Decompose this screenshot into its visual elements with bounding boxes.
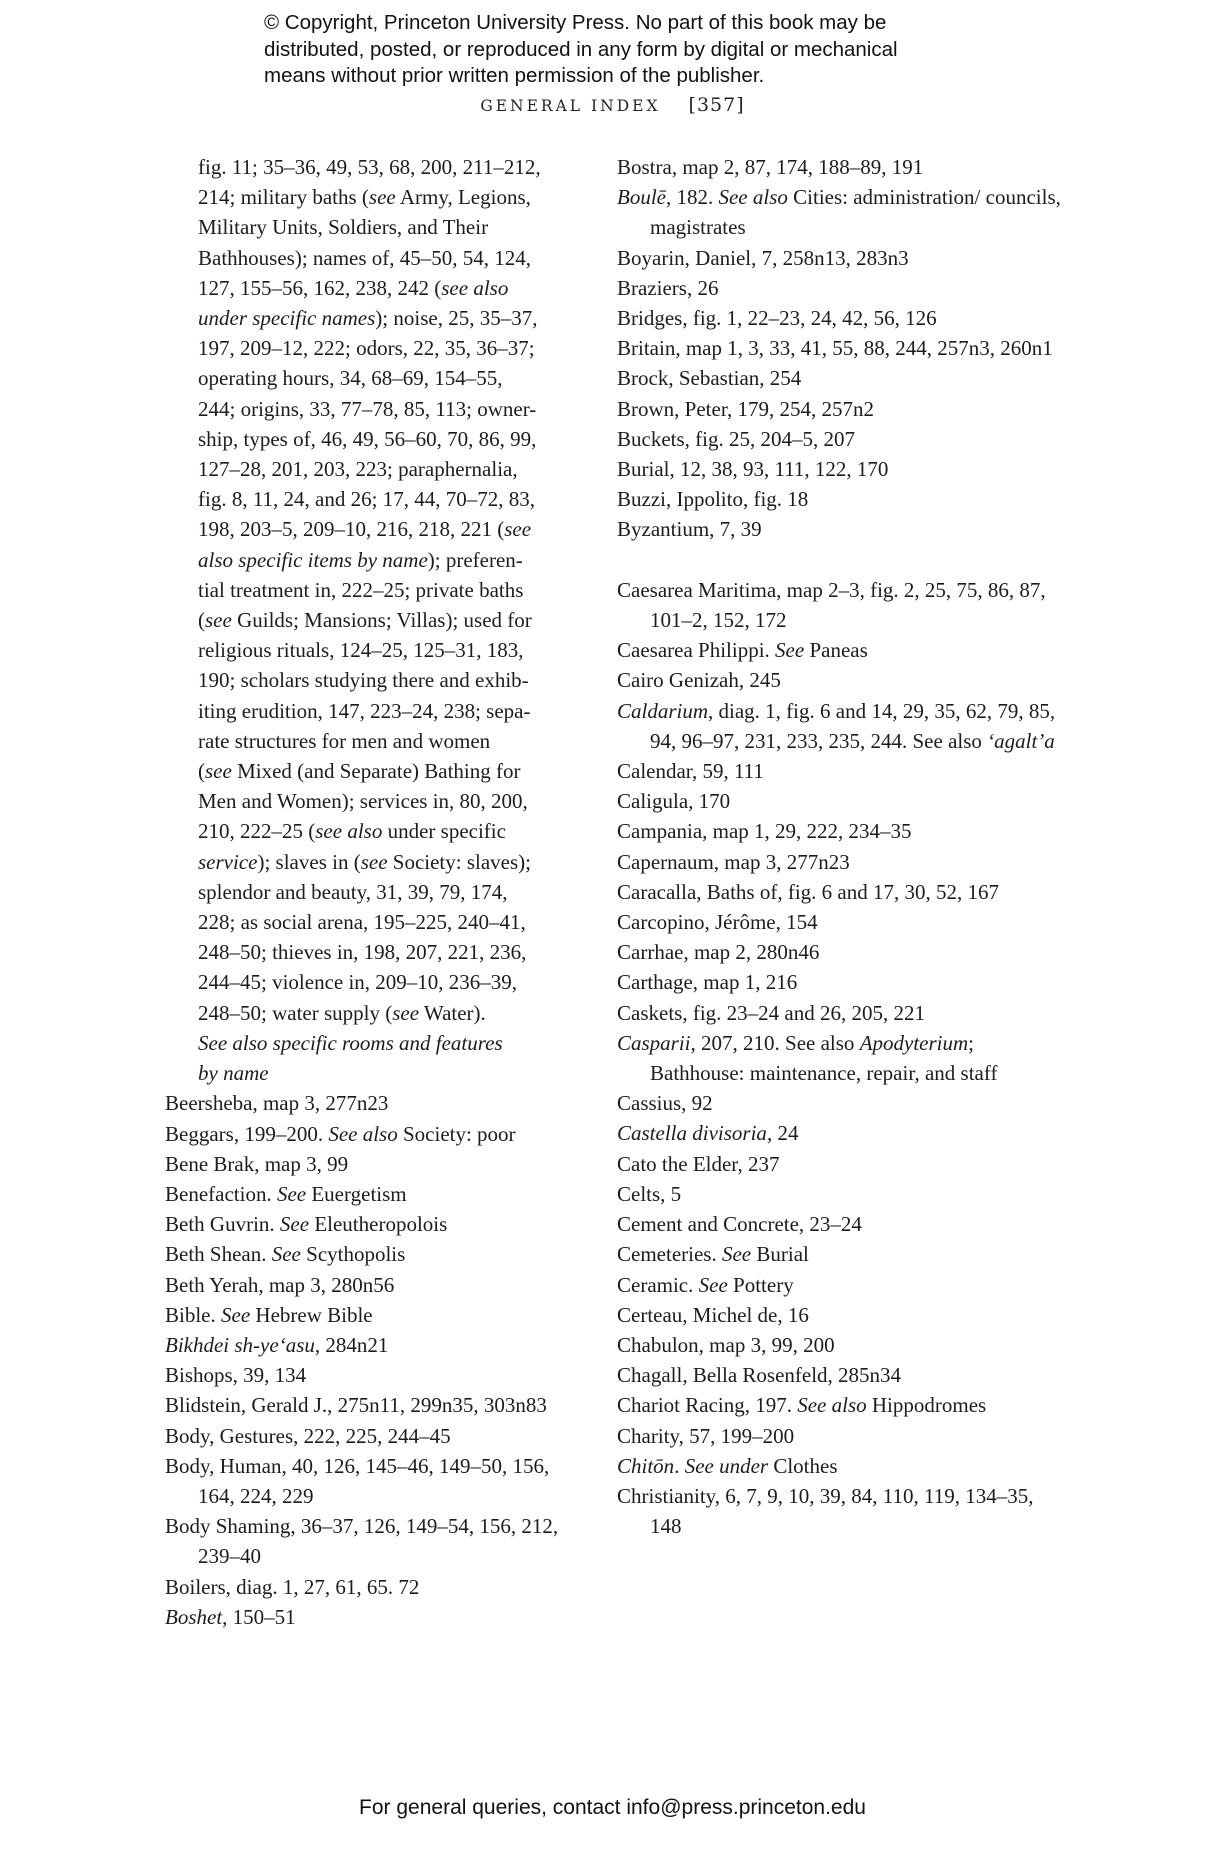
index-entry [165, 1360, 585, 1390]
index-entry [617, 1239, 1067, 1269]
index-entry [165, 1088, 585, 1118]
index-entry [617, 333, 1067, 363]
entry-text: Bible. [165, 1302, 221, 1327]
copyright-line: means without prior written permission of the publisher. [264, 64, 765, 87]
index-entry [617, 1179, 1067, 1209]
index-entry [617, 1209, 1067, 1239]
entry-text: Britain, map 1, 3, 33, 41, 55, 88, 244, 257n3, 260n1 [617, 336, 1053, 361]
index-entries-c [617, 575, 1067, 1542]
entry-text: ‘agalt’a [987, 728, 1055, 753]
entry-text: , 182. [665, 185, 719, 210]
entry-text: Bene Brak, map 3, 99 [165, 1151, 349, 1176]
index-entry [165, 1270, 585, 1300]
entry-text: Capernaum, map 3, 277n23 [617, 849, 850, 874]
entry-text: Body Shaming, 36–37, 126, 149–54, 156, 212, 239–40 [165, 1514, 559, 1569]
index-entry [165, 1572, 585, 1602]
entry-text: Bishops, 39, 134 [165, 1363, 307, 1388]
entry-text: Chagall, Bella Rosenfeld, 285n34 [617, 1363, 902, 1388]
entry-text: Chitōn [617, 1453, 675, 1478]
entry-text: See [271, 1242, 301, 1267]
index-entries-b [165, 1088, 585, 1632]
index-entry [617, 182, 1067, 242]
page-number: [357] [688, 94, 745, 116]
entry-text: See [279, 1212, 310, 1237]
index-entry [617, 665, 1067, 695]
continuation-line: service); slaves in (see Society: slaves); [198, 849, 532, 874]
entry-text: Caligula, 170 [617, 789, 731, 814]
entry-text: Burial, 12, 38, 93, 111, 122, 170 [617, 457, 889, 482]
entry-text: Brown, Peter, 179, 254, 257n2 [617, 396, 874, 421]
footer-contact: For general queries, contact info@press.princeton.edu [359, 1796, 866, 1819]
letter-section-gap [617, 545, 1067, 575]
index-entry [617, 937, 1067, 967]
bathhouse-continuation [165, 152, 585, 1088]
index-entry [617, 998, 1067, 1028]
entry-text: See [276, 1181, 307, 1206]
entry-text: Bikhdei sh-ye‘asu [165, 1332, 315, 1357]
entry-text: ; Bathhouse: maintenance, repair, and staff [650, 1030, 998, 1086]
entry-text: Caracalla, Baths of, fig. 6 and 17, 30, 52, 167 [617, 879, 999, 904]
continuation-line: Bathhouses); names of, 45–50, 54, 124, [198, 245, 532, 270]
index-entry [617, 454, 1067, 484]
entry-text: See [698, 1272, 728, 1297]
index-entry [165, 1239, 585, 1269]
continuation-line: 248–50; thieves in, 198, 207, 221, 236, [198, 940, 527, 965]
continuation-line: Men and Women); services in, 80, 200, [198, 789, 528, 814]
continuation-line: under specific names); noise, 25, 35–37, [198, 306, 538, 331]
entry-text: Chabulon, map 3, 99, 200 [617, 1332, 835, 1357]
entry-text: Campania, map 1, 29, 222, 234–35 [617, 819, 912, 844]
continuation-line: Military Units, Soldiers, and Their [198, 215, 489, 240]
index-entry [617, 1149, 1067, 1179]
index-entry [165, 1119, 585, 1149]
entry-text: Boyarin, Daniel, 7, 258n13, 283n3 [617, 245, 909, 270]
entry-text: Carrhae, map 2, 280n46 [617, 940, 820, 965]
index-entry [165, 1300, 585, 1330]
entry-text: Boshet [165, 1604, 223, 1629]
index-entry [165, 1209, 585, 1239]
index-entry [165, 1149, 585, 1179]
entry-text: Scythopolis [300, 1242, 406, 1267]
index-entry [165, 1511, 585, 1571]
continuation-line: religious rituals, 124–25, 125–31, 183, [198, 638, 524, 663]
index-entry [617, 907, 1067, 937]
continuation-line: 228; as social arena, 195–225, 240–41, [198, 910, 526, 935]
entry-text: Paneas [804, 638, 868, 663]
entry-text: Bridges, fig. 1, 22–23, 24, 42, 56, 126 [617, 306, 937, 331]
index-entry [165, 1451, 585, 1511]
entry-text: Calendar, 59, 111 [617, 759, 764, 784]
index-entry [617, 152, 1067, 182]
continuation-line: 214; military baths (see Army, Legions, [198, 185, 531, 210]
entry-text: , 24 [766, 1121, 799, 1146]
entry-text: Braziers, 26 [617, 275, 719, 300]
running-head-title: GENERAL INDEX [480, 97, 661, 115]
entry-text: Beggars, 199–200. [165, 1121, 329, 1146]
entry-text: Cemeteries. [617, 1242, 722, 1267]
entry-text: See also [718, 185, 788, 210]
entry-text: See under [684, 1453, 769, 1478]
continuation-line: fig. 11; 35–36, 49, 53, 68, 200, 211–212, [198, 155, 541, 179]
entry-text: Ceramic. [617, 1272, 699, 1297]
continuation-line: by name [198, 1061, 269, 1086]
index-entry [617, 424, 1067, 454]
continuation-line: (see Guilds; Mansions; Villas); used for [198, 608, 532, 633]
entry-text: Cassius, 92 [617, 1091, 713, 1116]
entry-text: Beth Shean. [165, 1242, 272, 1267]
entry-text: Celts, 5 [617, 1181, 682, 1206]
entry-text: Certeau, Michel de, 16 [617, 1302, 809, 1327]
entry-text: , 284n21 [314, 1332, 389, 1357]
continuation-line: splendor and beauty, 31, 39, 79, 174, [198, 879, 508, 904]
continuation-line: 210, 222–25 (see also under specific [198, 819, 506, 844]
entry-text: , 207, 210. See also [690, 1030, 860, 1055]
entry-text: Eleutheropolois [309, 1212, 448, 1237]
index-entry [617, 1300, 1067, 1330]
entry-text: Hippodromes [866, 1393, 987, 1418]
continuation-line: 248–50; water supply (see Water). [198, 1000, 486, 1025]
entry-text: Cato the Elder, 237 [617, 1151, 780, 1176]
index-entry [165, 1421, 585, 1451]
index-entry [617, 877, 1067, 907]
index-column-right [617, 152, 1067, 1541]
entry-text: Carcopino, Jérôme, 154 [617, 910, 818, 935]
entry-text: Burial [751, 1242, 809, 1267]
index-entry [617, 514, 1067, 544]
continuation-line: 127, 155–56, 162, 238, 242 (see also [198, 275, 509, 300]
entry-text: Christianity, 6, 7, 9, 10, 39, 84, 110, 119, 134–35, 148 [617, 1483, 1034, 1539]
index-entry [617, 1118, 1067, 1148]
index-entry [617, 1270, 1067, 1300]
entry-text: See [221, 1302, 251, 1327]
index-entry [617, 1481, 1067, 1541]
entry-text: See also [328, 1121, 398, 1146]
index-entry [617, 1330, 1067, 1360]
entry-text: Buzzi, Ippolito, fig. 18 [617, 487, 809, 512]
index-entry [617, 1088, 1067, 1118]
index-column-left [165, 152, 585, 1632]
index-entry [617, 394, 1067, 424]
continuation-line: (see Mixed (and Separate) Bathing for [198, 759, 521, 784]
index-entry [617, 273, 1067, 303]
entry-text: Body, Gestures, 222, 225, 244–45 [165, 1423, 451, 1448]
entry-text: Clothes [768, 1453, 838, 1478]
index-entry [617, 363, 1067, 393]
index-entry [617, 484, 1067, 514]
entry-text: Society: poor [397, 1121, 516, 1146]
continuation-line: operating hours, 34, 68–69, 154–55, [198, 366, 503, 391]
entry-text: , diag. 1, fig. 6 and 14, 29, 35, 62, 79, 85, 94, 96–97, 231, 233, 235, 244. See also [650, 698, 1056, 753]
entry-text: , 150–51 [222, 1604, 296, 1629]
copyright-line: © Copyright, Princeton University Press. No part of this book may be [264, 11, 887, 34]
entry-text: Cement and Concrete, 23–24 [617, 1212, 862, 1237]
index-entry [617, 303, 1067, 333]
entry-text: Caesarea Philippi. [617, 638, 776, 663]
index-entry [165, 1179, 585, 1209]
index-entry [617, 696, 1067, 756]
copyright-notice [264, 10, 1024, 90]
entry-text: Bostra, map 2, 87, 174, 188–89, 191 [617, 155, 924, 179]
entry-text: Beth Yerah, map 3, 280n56 [165, 1272, 395, 1297]
continuation-line: fig. 8, 11, 24, and 26; 17, 44, 70–72, 83, [198, 487, 535, 512]
copyright-line: distributed, posted, or reproduced in any form by digital or mechanical [264, 37, 898, 61]
index-entry [617, 1390, 1067, 1420]
entry-text: Charity, 57, 199–200 [617, 1423, 795, 1448]
entry-text: Benefaction. [165, 1181, 277, 1206]
continuation-line: rate structures for men and women [198, 728, 491, 753]
index-entry [617, 1421, 1067, 1451]
index-entries-b-cont [617, 152, 1067, 545]
continuation-line: 244; origins, 33, 77–78, 85, 113; owner- [198, 396, 537, 421]
entry-text: See [775, 638, 805, 663]
index-entry [617, 1451, 1067, 1481]
index-entry [165, 1390, 585, 1420]
entry-text: Apodyterium [859, 1030, 969, 1055]
entry-text: Carthage, map 1, 216 [617, 970, 798, 995]
index-entry [617, 575, 1067, 635]
index-entry [165, 1330, 585, 1360]
entry-text: Caskets, fig. 23–24 and 26, 205, 221 [617, 1000, 925, 1025]
entry-text: Caesarea Maritima, map 2–3, fig. 2, 25, 75, 86, 87, 101–2, 152, 172 [617, 577, 1046, 633]
entry-text: Cairo Genizah, 245 [617, 668, 781, 693]
continuation-line: iting erudition, 147, 223–24, 238; sepa- [198, 698, 531, 723]
entry-text: Chariot Racing, 197. [617, 1393, 798, 1418]
index-entry [165, 1602, 585, 1632]
continuation-line: ship, types of, 46, 49, 56–60, 70, 86, 99, [198, 426, 537, 451]
entry-text: Euergetism [306, 1181, 407, 1206]
index-entry [617, 756, 1067, 786]
continuation-line: See also specific rooms and features [198, 1030, 503, 1055]
index-entry [617, 635, 1067, 665]
entry-text: Body, Human, 40, 126, 145–46, 149–50, 156, 164, 224, 229 [165, 1453, 550, 1508]
entry-text: Cities: administration/ councils, magistrates [650, 185, 1061, 240]
continuation-line: 198, 203–5, 209–10, 216, 218, 221 (see [198, 517, 532, 542]
continuation-line: 190; scholars studying there and exhib- [198, 668, 529, 693]
continuation-line: 127–28, 201, 203, 223; paraphernalia, [198, 457, 518, 482]
continuation-line: tial treatment in, 222–25; private baths [198, 577, 524, 602]
running-head [0, 94, 1225, 116]
entry-text: Brock, Sebastian, 254 [617, 366, 802, 391]
entry-text: Beth Guvrin. [165, 1212, 280, 1237]
entry-text: See also [797, 1393, 867, 1418]
continuation-line: 244–45; violence in, 209–10, 236–39, [198, 970, 518, 995]
index-entry [617, 786, 1067, 816]
index-entry [617, 1360, 1067, 1390]
index-entry [617, 816, 1067, 846]
index-entry [617, 847, 1067, 877]
entry-text: Caldarium [617, 698, 709, 723]
entry-text: Blidstein, Gerald J., 275n11, 299n35, 303n83 [165, 1393, 547, 1418]
entry-text: See [721, 1242, 752, 1267]
index-entry [617, 243, 1067, 273]
entry-text: Buckets, fig. 25, 204–5, 207 [617, 426, 855, 451]
index-entry [617, 1028, 1067, 1088]
entry-text: Pottery [727, 1272, 794, 1297]
continuation-line: 197, 209–12, 222; odors, 22, 35, 36–37; [198, 336, 535, 361]
entry-text: Beersheba, map 3, 277n23 [165, 1091, 389, 1116]
entry-text: . [674, 1453, 685, 1478]
entry-text: Castella divisoria [617, 1121, 767, 1146]
entry-text: Hebrew Bible [250, 1302, 373, 1327]
entry-text: Byzantium, 7, 39 [617, 517, 762, 542]
entry-text: Boulē [617, 185, 666, 210]
continuation-line: also specific items by name); preferen- [198, 547, 523, 572]
entry-text: Casparii [617, 1030, 691, 1055]
index-entry [617, 967, 1067, 997]
entry-text: Boilers, diag. 1, 27, 61, 65. 72 [165, 1574, 420, 1599]
